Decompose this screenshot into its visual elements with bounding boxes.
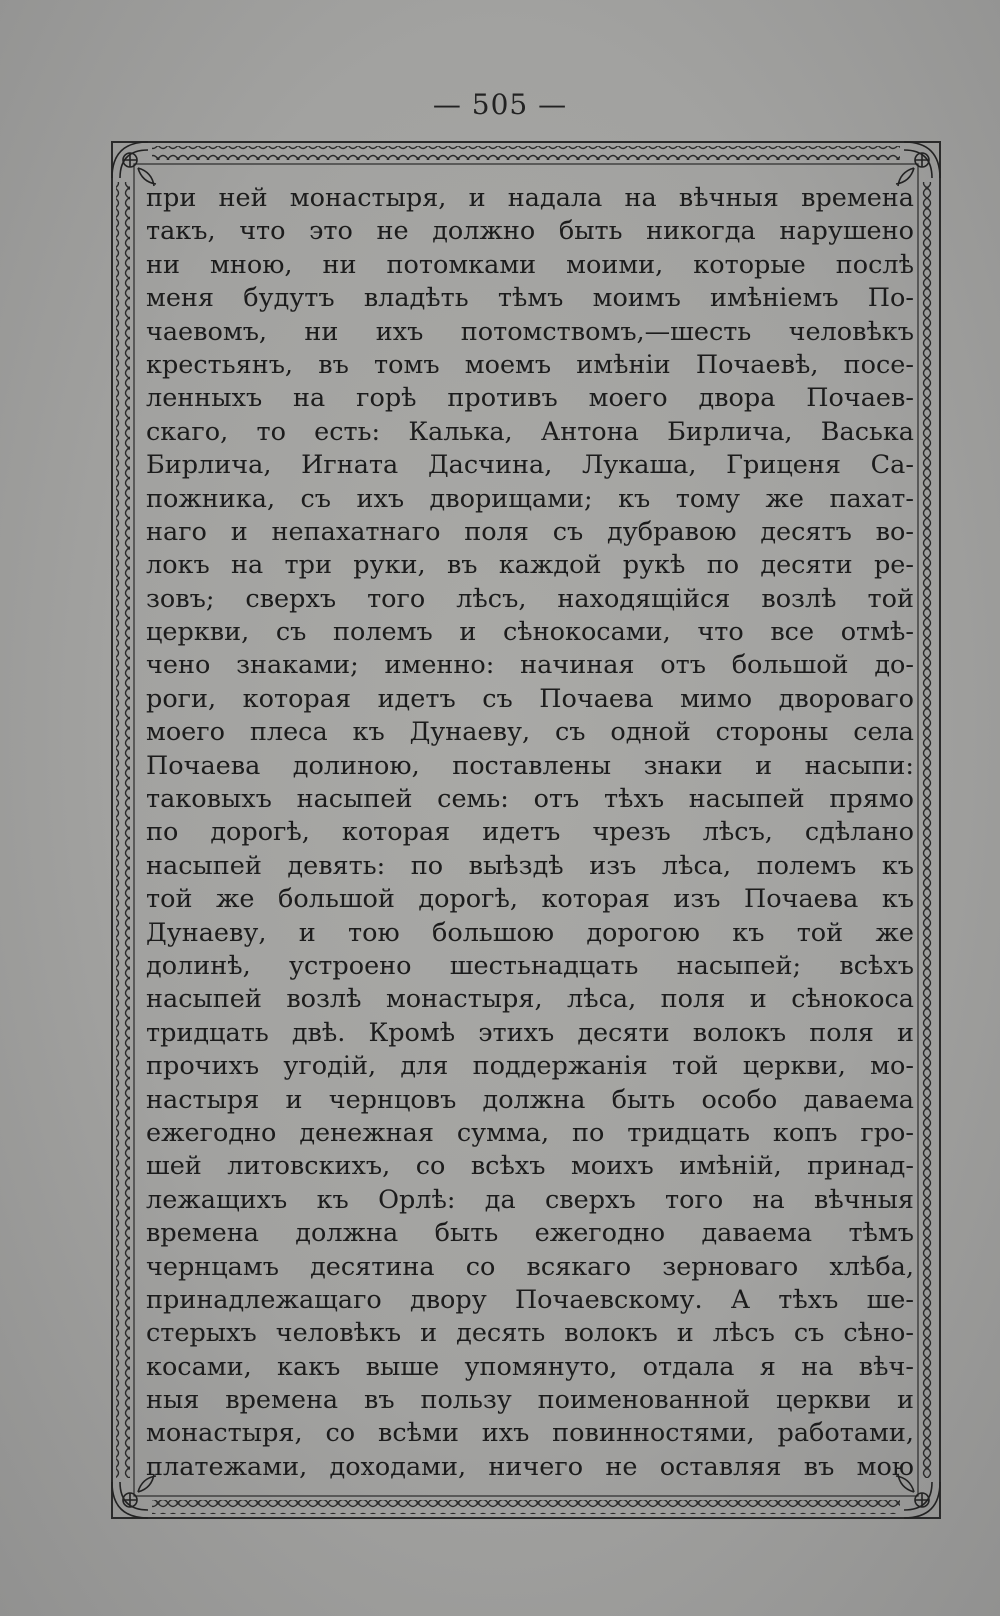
text-line: такъ, что это не должно быть никогда нарушено (146, 216, 914, 247)
text-line: при ней монастыря, и надала на вѣчныя времена (146, 183, 914, 213)
text-line: прочихъ угодій, для поддержанія той церкви, мо- (146, 1051, 914, 1082)
text-line: шей литовскихъ, со всѣхъ моихъ имѣній, принад- (146, 1151, 914, 1182)
text-line: роги, которая идетъ съ Почаева мимо двороваго (146, 683, 914, 714)
text-line: насыпей возлѣ монастыря, лѣса, поля и сѣнокоса (146, 984, 914, 1015)
text-line: зовъ; сверхъ того лѣсъ, находящійся возлѣ той (146, 583, 914, 614)
text-line: тридцать двѣ. Кромѣ этихъ десяти волокъ поля и (146, 1017, 914, 1048)
document-body-text (146, 182, 914, 1482)
text-line: принадлежащаго двору Почаевскому. А тѣхъ ше- (146, 1284, 914, 1315)
page-number: — 505 — (432, 88, 568, 121)
text-line: наго и непахатнаго поля съ дубравою десятъ во- (146, 516, 914, 547)
text-line: таковыхъ насыпей семь: отъ тѣхъ насыпей прямо (146, 784, 914, 815)
text-line: чернцамъ десятина со всякаго зерноваго хлѣба, (146, 1251, 914, 1282)
text-line: чено знаками; именно: начиная отъ большой до- (146, 650, 914, 681)
text-line: Почаева долиною, поставлены знаки и насыпи: (146, 750, 914, 781)
text-line: по дорогѣ, которая идетъ чрезъ лѣсъ, сдѣлано (146, 817, 914, 848)
text-line: той же большой дорогѣ, которая изъ Почаева къ (146, 884, 914, 915)
text-line: платежами, доходами, ничего не оставляя въ мою (146, 1451, 914, 1482)
text-line: ни мною, ни потомками моими, которые послѣ (146, 249, 914, 280)
text-line: косами, какъ выше упомянуто, отдала я на вѣч- (146, 1351, 914, 1382)
text-line: ленныхъ на горѣ противъ моего двора Почаев- (146, 383, 914, 414)
text-line: церкви, съ полемъ и сѣнокосами, что все отмѣ- (146, 617, 914, 648)
text-line: стерыхъ человѣкъ и десять волокъ и лѣсъ съ сѣно- (146, 1318, 914, 1349)
text-line: локъ на три руки, въ каждой рукѣ по десяти ре- (146, 550, 914, 581)
text-line: Дунаеву, и тою большою дорогою къ той же (146, 917, 914, 948)
text-line: времена должна быть ежегодно даваема тѣмъ (146, 1218, 914, 1249)
text-line: пожника, съ ихъ дворищами; къ тому же пахат- (146, 483, 914, 514)
text-line: чаевомъ, ни ихъ потомствомъ,—шесть человѣкъ (146, 316, 914, 347)
ornamental-frame (108, 138, 944, 1522)
text-line: ныя времена въ пользу поименованной церкви и (146, 1385, 914, 1416)
text-line: насыпей девять: по выѣздѣ изъ лѣса, полемъ къ (146, 850, 914, 881)
text-line: Бирлича, Игната Дасчина, Лукаша, Гриценя Са- (146, 450, 914, 481)
text-line: моего плеса къ Дунаеву, съ одной стороны села (146, 717, 914, 748)
text-line: меня будутъ владѣть тѣмъ моимъ имѣніемъ По- (146, 283, 914, 314)
text-line: монастыря, со всѣми ихъ повинностями, работами, (146, 1418, 914, 1449)
text-line: крестьянъ, въ томъ моемъ имѣніи Почаевѣ, посе- (146, 349, 914, 380)
text-line: долинѣ, устроено шестьнадцать насыпей; всѣхъ (146, 950, 914, 981)
text-line: настыря и чернцовъ должна быть особо даваема (146, 1084, 914, 1115)
text-line: скаго, то есть: Калька, Антона Бирлича, Васька (146, 416, 914, 447)
text-line: лежащихъ къ Орлѣ: да сверхъ того на вѣчныя (146, 1184, 914, 1215)
text-line: ежегодно денежная сумма, по тридцать копъ гро- (146, 1117, 914, 1148)
